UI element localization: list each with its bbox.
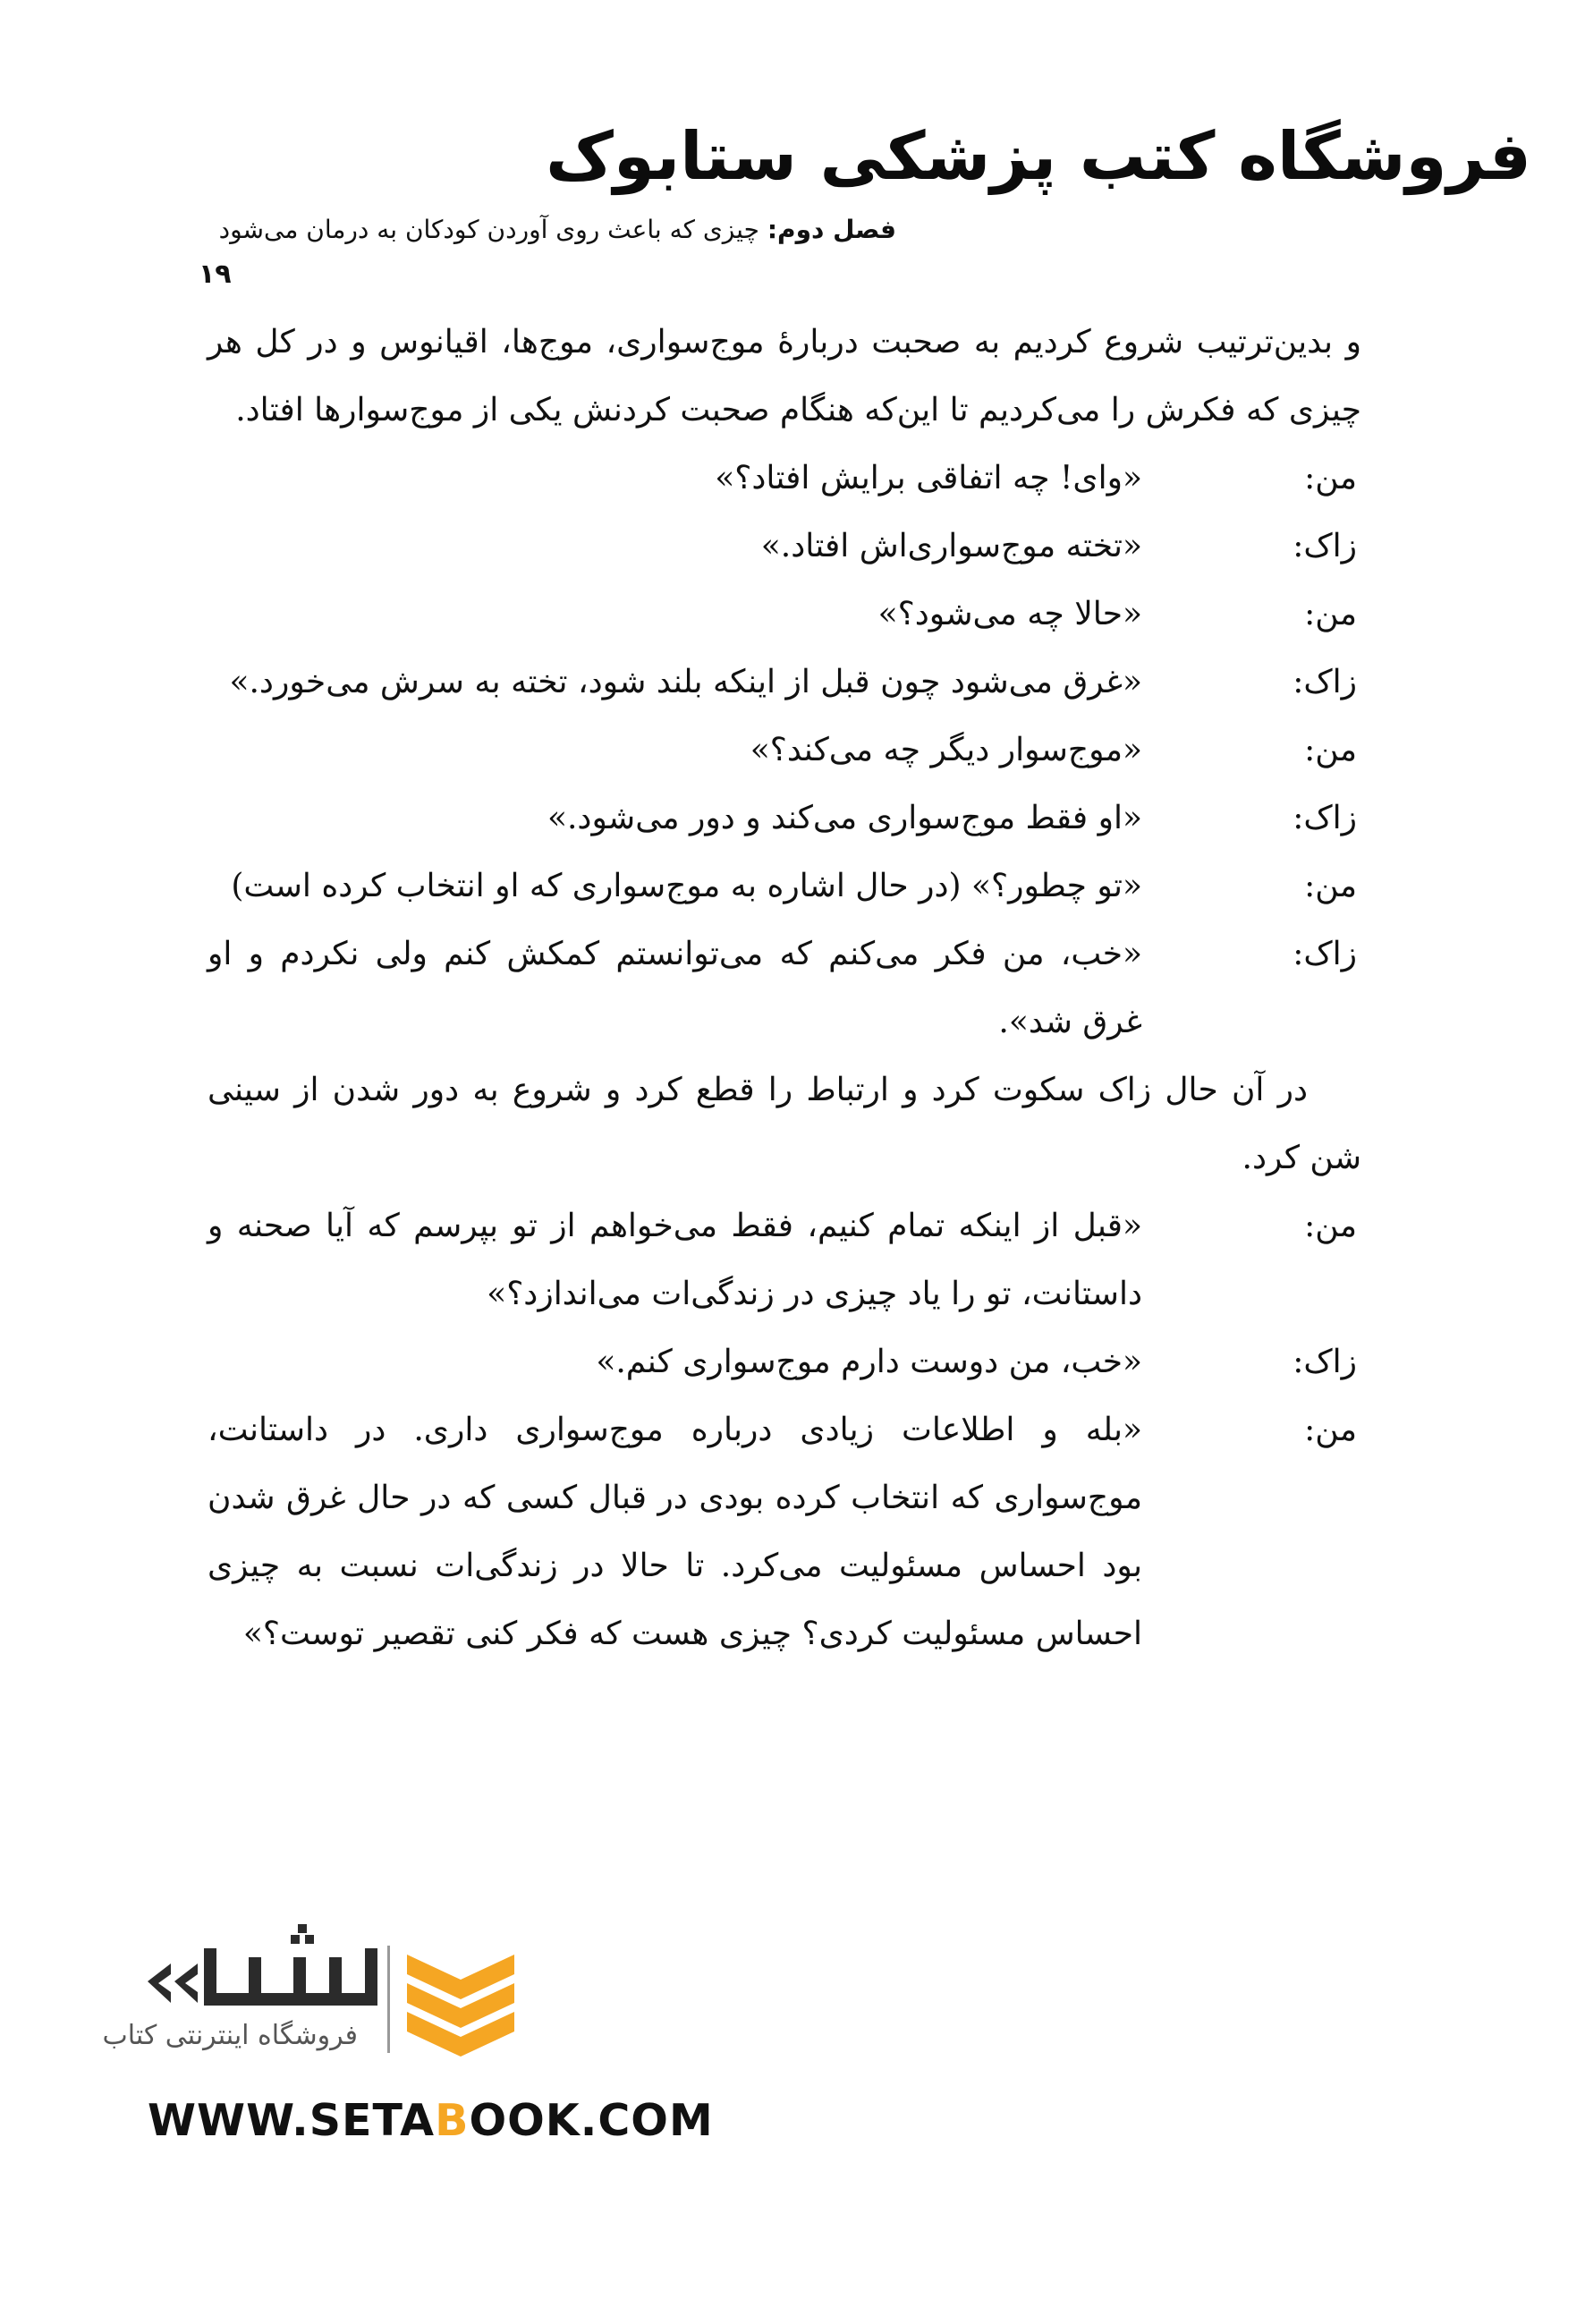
url-prefix: WWW.SETA — [148, 2095, 436, 2146]
dialogue-text: «وای! چه اتفاقی برایش افتاد؟» — [715, 460, 1142, 496]
logo-url — [148, 2095, 714, 2146]
dialogue-text: «موج‌سوار دیگر چه می‌کند؟» — [750, 732, 1142, 768]
dialogue-text: «حالا چه می‌شود؟» — [877, 596, 1142, 632]
dialogue-text: «قبل از اینکه تمام کنیم، فقط می‌خواهم از تو بپرسم که آیا صحنه و داستانت، تو را یاد چیزی در زندگی‌ات می‌اندازد؟» — [208, 1208, 1142, 1312]
dialogue-text: «خب، من فکر می‌کنم که می‌توانستم کمکش کنم ولی نکردم و او غرق شد». — [208, 936, 1142, 1040]
dialogue-line — [208, 852, 1361, 920]
speaker-label: من: — [1304, 868, 1357, 904]
logo-wordmark-icon — [210, 1955, 371, 1999]
dialogue-line — [208, 717, 1361, 785]
speaker-label: زاک: — [1293, 800, 1357, 836]
dialogue-1 — [208, 445, 1361, 1056]
dialogue-line — [208, 1328, 1361, 1396]
dialogue-text: «غرق می‌شود چون قبل از اینکه بلند شود، تخته به سرش می‌خورد.» — [229, 664, 1142, 700]
speaker-label: من: — [1304, 596, 1357, 632]
dialogue-line — [208, 920, 1361, 1056]
speaker-label: من: — [1304, 460, 1357, 496]
speaker-label: زاک: — [1293, 528, 1357, 564]
dialogue-line — [208, 581, 1361, 649]
dialogue-line — [208, 513, 1361, 581]
chapter-label: فصل دوم: — [767, 215, 896, 244]
dialogue-text: «تخته موج‌سواری‌اش افتاد.» — [760, 528, 1142, 564]
logo-tagline: فروشگاه اینترنتی کتاب — [102, 2020, 358, 2051]
dialogue-line — [208, 445, 1361, 513]
logo-divider — [387, 1946, 390, 2053]
dialogue-2 — [208, 1192, 1361, 1668]
url-accent: B — [435, 2095, 470, 2146]
dialogue-text: «او فقط موج‌سواری می‌کند و دور می‌شود.» — [547, 800, 1142, 836]
dialogue-text: «خب، من دوست دارم موج‌سواری کنم.» — [596, 1344, 1142, 1380]
logo-chevrons-icon — [148, 1964, 198, 2003]
dialogue-line — [208, 649, 1361, 717]
body-text — [208, 309, 1361, 1668]
running-head — [199, 208, 896, 290]
dialogue-text: «بله و اطلاعات زیادی درباره موج‌سواری داری. در داستانت، موج‌سواری که انتخاب کرده بودی در قبال کسی که در حال غرق شدن بود احساس مسئولیت می‌کرد. تا حالا در زندگی‌ات نسبت به چیزی احساس مسئولیت کردی؟ چیزی هست که فکر کنی تقصیر توست؟» — [208, 1412, 1142, 1652]
chapter-heading — [219, 208, 896, 252]
speaker-label: من: — [1304, 1208, 1357, 1244]
dialogue-text: «تو چطور؟» (در حال اشاره به موج‌سواری که او انتخاب کرده است) — [231, 868, 1142, 904]
speaker-label: زاک: — [1293, 1344, 1357, 1380]
page-number: ۱۹ — [199, 259, 232, 290]
speaker-label: زاک: — [1293, 936, 1357, 972]
speaker-label: من: — [1304, 1412, 1357, 1448]
dialogue-line — [208, 785, 1361, 852]
store-title: فروشگاه کتب پزشکی ستابوک — [546, 118, 1531, 195]
dialogue-line — [208, 1192, 1361, 1328]
paragraph-1: و بدین‌ترتیب شروع کردیم به صحبت دربارهٔ موج‌سواری، موج‌ها، اقیانوس و در کل هر چیزی که فکرش را می‌کردیم تا این‌که هنگام صحبت کردنش یکی از موج‌سوارها افتاد. — [208, 324, 1361, 428]
dialogue-line — [208, 1396, 1361, 1668]
speaker-label: من: — [1304, 732, 1357, 768]
url-suffix: OOK.COM — [469, 2095, 714, 2146]
book-emblem-icon — [407, 1955, 514, 2057]
speaker-label: زاک: — [1293, 664, 1357, 700]
paragraph-2: در آن حال زاک سکوت کرد و ارتباط را قطع کرد و شروع به دور شدن از سینی شن کرد. — [208, 1072, 1361, 1176]
chapter-title: چیزی که باعث روی آوردن کودکان به درمان می‌شود — [218, 215, 759, 244]
